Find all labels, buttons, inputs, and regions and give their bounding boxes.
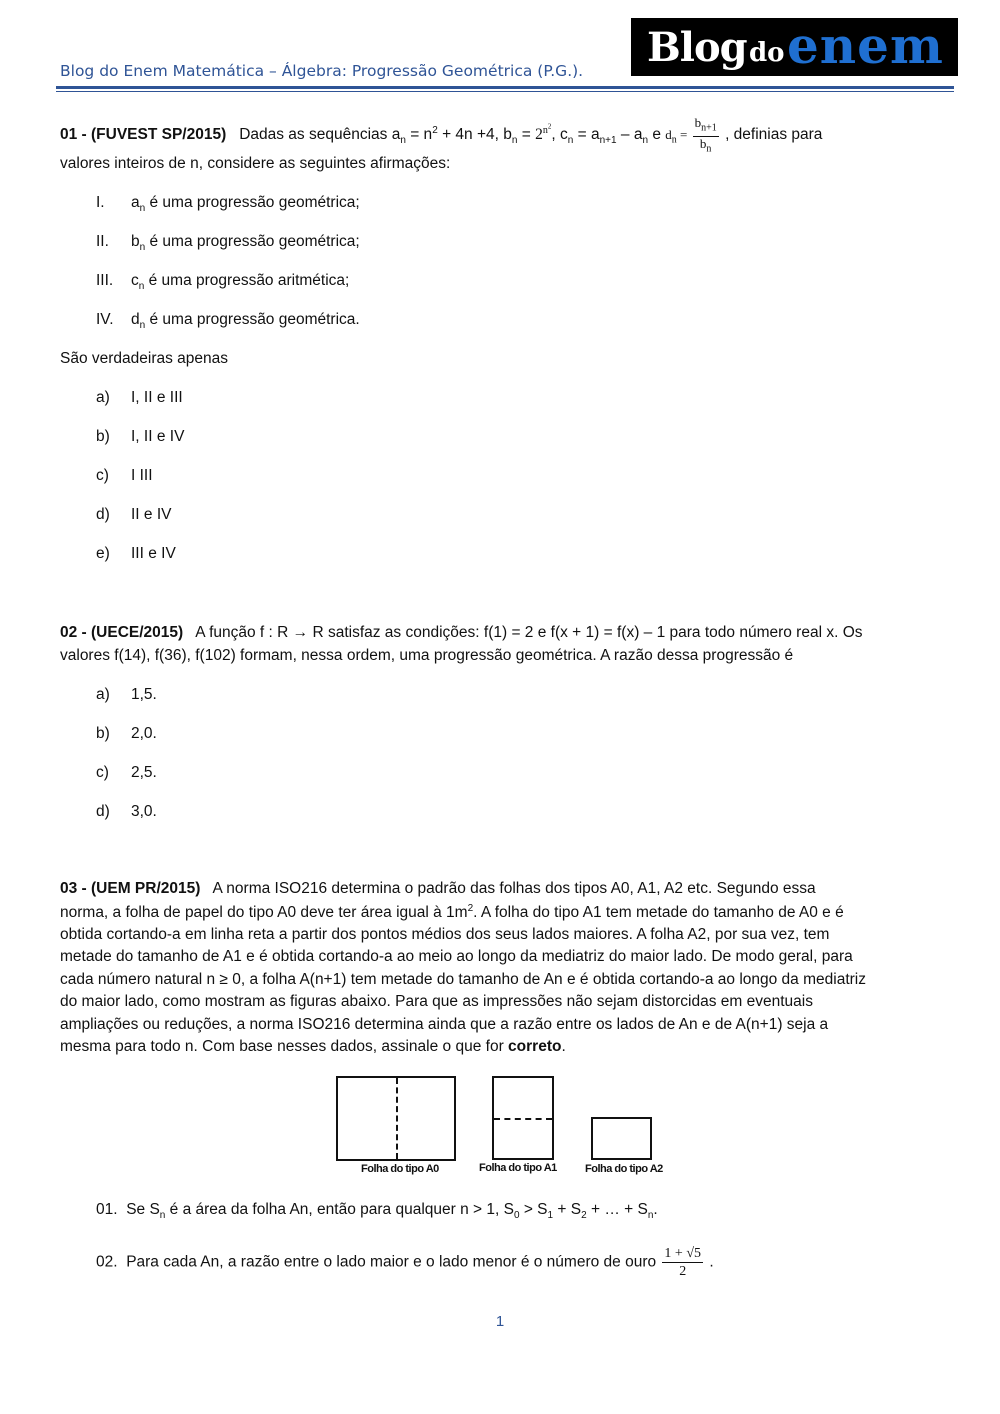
q1-option-text: I, II e IV — [131, 428, 185, 445]
q2-option-text: 1,5. — [131, 686, 157, 703]
header-rule-thick — [56, 86, 954, 89]
q2-statement-line1 — [60, 624, 863, 642]
q1-option-label: d) — [96, 506, 110, 523]
q3-statement-line8: mesma para todo n. Com base nesses dados, assinale o que for correto. — [60, 1038, 566, 1055]
sheet-a1-figure — [492, 1076, 554, 1160]
q3-item02-label: 02. — [96, 1253, 118, 1271]
q3-text-8b-bold: correto — [508, 1038, 562, 1055]
q1-statement-text: $b_n$ é uma progressão geométrica; — [131, 233, 360, 254]
q3-text-2a: norma, a folha de papel do tipo A0 deve ter área igual à 1m — [60, 904, 468, 922]
q1-bn-formula: $2^{n^2}$ — [535, 122, 552, 144]
q3-text-1: A norma ISO216 determina o padrão das folhas dos tipos A0, A1, A2 etc. Segundo essa — [212, 880, 816, 897]
q2-option-label: a) — [96, 686, 110, 703]
q1-statement-text: $d_n$ é uma progressão geométrica. — [131, 311, 360, 332]
q1-option-text: I, II e III — [131, 389, 183, 406]
q3-number: 03 - (UEM PR/2015) — [60, 880, 201, 897]
q3-item01-label: 01. — [96, 1201, 118, 1218]
q2-option-text: 3,0. — [131, 803, 157, 820]
logo-word-blog: Blog — [647, 24, 747, 71]
q2-option-text: 2,0. — [131, 725, 157, 742]
q2-option-text: 2,5. — [131, 764, 157, 781]
sheet-a2-figure — [591, 1117, 652, 1160]
q1-statement-line1: 01 - (FUVEST SP/2015) Dadas as sequências $a_n = n^2 + 4n +4$, $b_n = 2^{n^2}$, $c_n = a_{n+1} - a_n$ e $d_n$ = $\frac{b_{n+1}}{b_n}$ , definias para — [60, 115, 823, 155]
blog-do-enem-logo — [631, 18, 958, 76]
q1-statement-label: II. — [96, 233, 109, 250]
q1-intro-i: , definias para — [725, 126, 823, 144]
q1-option-label: e) — [96, 545, 110, 562]
q1-option-label: b) — [96, 428, 110, 445]
q1-statement-line2: valores inteiros de n, considere as seguintes afirmações: — [60, 155, 451, 172]
q1-number: 01 - (FUVEST SP/2015) — [60, 126, 227, 144]
q1-intro-d: = — [521, 126, 531, 144]
q1-intro-c: + 4n +4, b — [442, 126, 512, 144]
q1-intro-b: = n — [410, 126, 433, 144]
q2-option-label: d) — [96, 803, 110, 820]
q1-intro-e: , c — [551, 126, 568, 144]
q3-text-8a: mesma para todo n. Com base nesses dados, assinale o que for — [60, 1038, 504, 1055]
q1-option-text: II e IV — [131, 506, 172, 523]
sheet-a2-caption: Folha do tipo A2 — [585, 1163, 663, 1175]
q1-statement-label: IV. — [96, 311, 114, 328]
q3-item02-text: Para cada An, a razão entre o lado maior e o lado menor é o número de ouro — [126, 1253, 657, 1271]
q1-statement-label: I. — [96, 194, 105, 211]
q1-intro-h: e — [652, 126, 661, 144]
q2-text-1: A função f : R → R satisfaz as condições: f(1) = 2 e f(x + 1) = f(x) – 1 para todo número real x. Os — [195, 624, 863, 641]
q1-option-label: a) — [96, 389, 110, 406]
sheet-a0-cut-line — [396, 1078, 398, 1159]
q3-statement-line4: metade do tamanho de A1 e é obtida cortando-a ao meio ao longo da mediatriz do maior lado. De modo geral, para — [60, 948, 853, 965]
q3-statement-line3: obtida cortando-a em linha reta a partir dos pontos médios dos seus lados maiores. A folha A2, por sua vez, tem — [60, 926, 830, 943]
q3-statement-line7: ampliações ou reduções, a norma ISO216 determina ainda que a razão entre os lados de An e de A(n+1) seja a — [60, 1016, 829, 1033]
sheet-a1-caption: Folha do tipo A1 — [479, 1162, 557, 1174]
q1-prompt: São verdadeiras apenas — [60, 350, 229, 367]
logo-word-enem: enem — [787, 16, 944, 75]
q3-text-2b: . A folha do tipo A1 tem metade do tamanho de A0 e é — [473, 904, 844, 922]
q1-intro-a: Dadas as sequências a — [239, 126, 401, 144]
page-number: 1 — [495, 1313, 505, 1330]
sheet-a0-figure — [336, 1076, 456, 1161]
q2-statement-line2: valores f(14), f(36), f(102) formam, nessa ordem, uma progressão geométrica. A razão dessa progressão é — [60, 647, 794, 664]
logo-word-do: do — [749, 38, 785, 68]
q2-number: 02 - (UECE/2015) — [60, 624, 184, 641]
q3-item02: 02. Para cada An, a razão entre o lado maior e o lado menor é o número de ouro $\frac{1 + √5}{2}$ . — [96, 1246, 714, 1279]
header-rule-thin — [56, 91, 954, 92]
q1-statement-label: III. — [96, 272, 114, 289]
q1-option-text: I III — [131, 467, 153, 484]
q2-option-label: c) — [96, 764, 109, 781]
q1-option-text: III e IV — [131, 545, 176, 562]
q3-statement-line2: norma, a folha de papel do tipo A0 deve ter área igual à $1m^2$. A folha do tipo A1 tem metade do tamanho de A0 e é — [60, 903, 844, 922]
q1-option-label: c) — [96, 467, 109, 484]
q1-intro-g: – a — [620, 126, 643, 144]
q2-option-label: b) — [96, 725, 110, 742]
q1-statement-text: $c_n$ é uma progressão aritmética; — [131, 272, 350, 293]
sheet-a1-cut-line — [494, 1118, 552, 1120]
sheet-a0-caption: Folha do tipo A0 — [361, 1163, 439, 1175]
q1-statement-text: $a_n$ é uma progressão geométrica; — [131, 194, 360, 215]
golden-ratio-fraction: $\frac{1 + √5}{2}$ — [664, 1246, 702, 1279]
q3-item01: 01. Se $S_n$ é a área da folha An, então para qualquer n > 1, $S_0 > S_1 + S_2$ + … + $S_n$. — [96, 1201, 658, 1222]
header-title: Blog do Enem Matemática – Álgebra: Progressão Geométrica (P.G.). — [60, 62, 584, 80]
q3-statement-line1 — [60, 880, 816, 898]
q3-statement-line5: cada número natural n ≥ 0, a folha A(n+1) tem metade do tamanho de An e é obtida cortando-a ao longo da mediatriz — [60, 971, 866, 988]
q1-dn-formula: $d_n$ = $\frac{b_{n+1}}{b_n}$ — [665, 115, 717, 155]
q3-statement-line6: do maior lado, como mostram as figuras abaixo. Para que as impressões não sejam distorcidas em eventuais — [60, 993, 813, 1010]
q1-intro-f: = a — [577, 126, 600, 144]
